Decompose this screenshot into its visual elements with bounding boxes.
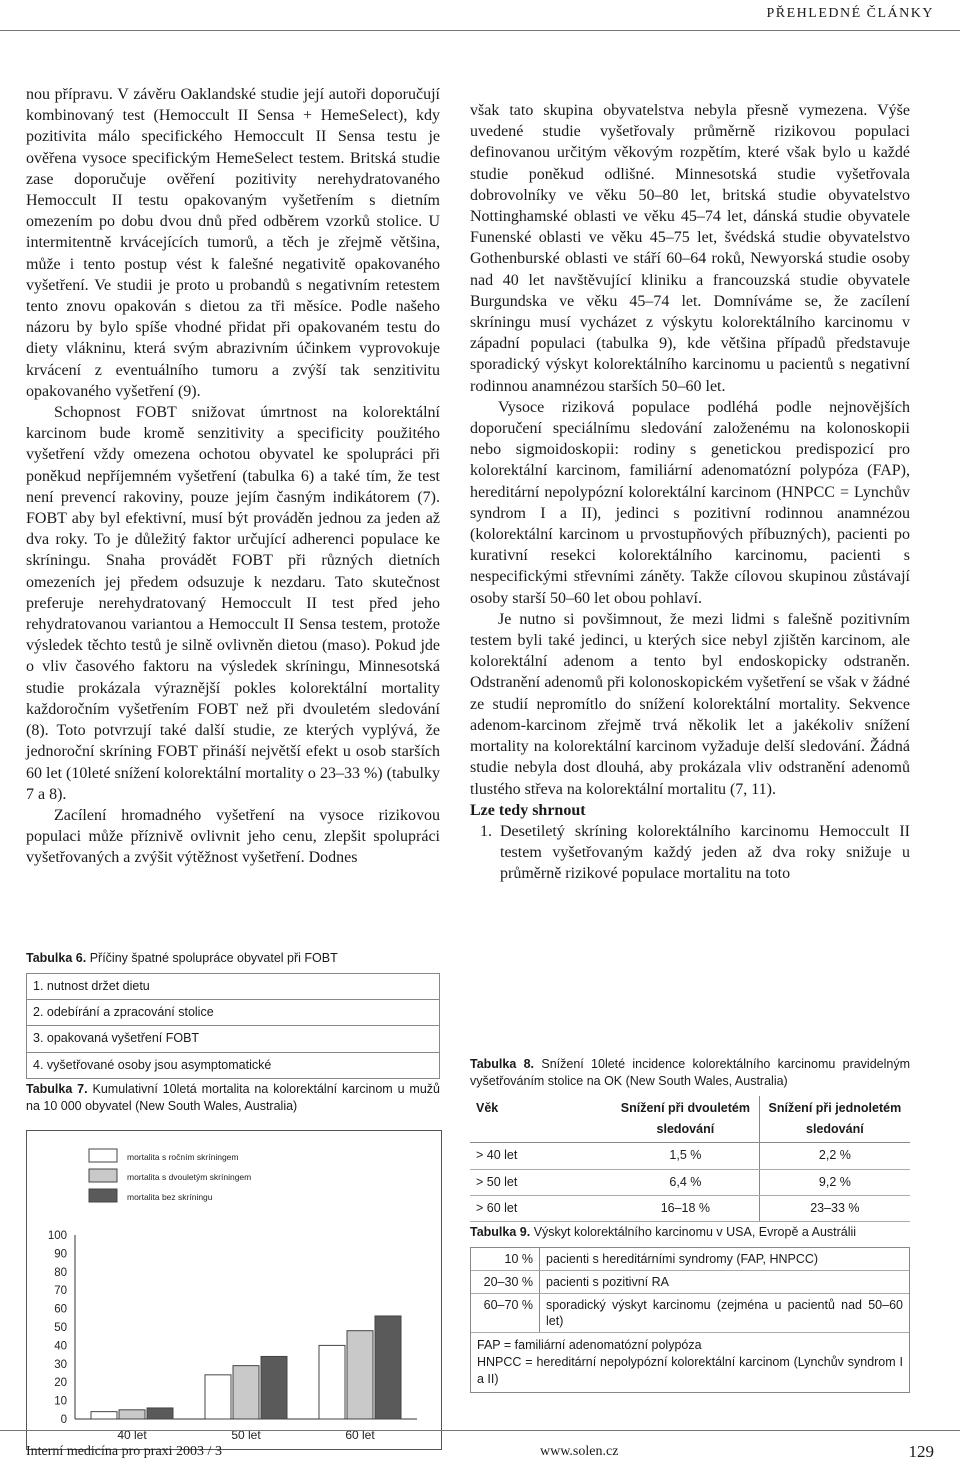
footnote-line: FAP = familiární adenomatózní polypóza [477,1338,702,1352]
left-column [26,84,440,1442]
table-cell: 2. odebírání a zpracování stolice [27,1000,440,1026]
table-row [470,1143,910,1169]
table-6 [26,950,440,1079]
table-row [27,1026,440,1052]
table-8-grid [470,1096,910,1222]
chart-bar [205,1375,231,1419]
y-tick-label: 40 [54,1340,67,1353]
y-tick-label: 100 [47,1230,67,1242]
chart-bar [91,1412,117,1419]
y-tick-label: 30 [54,1358,67,1371]
table-8-caption [470,1056,910,1090]
chart-svg [27,1131,441,1449]
column-header: Snížení při dvouletém sledování [612,1096,759,1143]
column-header: Věk [470,1096,612,1143]
header-rule [0,30,960,31]
y-tick-label: 50 [54,1322,67,1334]
page-number: 129 [908,1442,934,1461]
legend-label: mortalita s dvouletým skríningem [127,1172,252,1182]
paragraph: Vysoce riziková populace podléhá podle nejnovějších doporučení speciálnímu sledování založenému na kolonoskopii nebo sigmoidoskopii: rodiny s genetickou predispozicí pro kolorektální karcinom, familiární adenomatózní polypóza (FAP), hereditární nepolypózní kolorektální karcinom (HNPCC = Lynchův syndrom I a II), jedinci s pozitivní rodinnou anamnézou (kolorektální karcinom u prvostupňových příbuzných), pacienti po kurativní resekci kolorektálního karcinomu, pacienti s nespecifickými střevními záněty. Takže cílovou skupinou zůstávají osoby starší 50–60 let obou pohlaví. [470,398,910,607]
table-title: Kumulativní 10letá mortalita na kolorektální karcinom u mužů na 10 000 obyvatel (New South Wales, Australia) [26,1082,440,1113]
table-title: Příčiny špatné spolupráce obyvatel při FOBT [89,951,338,965]
table-cell: 16–18 % [612,1195,759,1221]
table-cell: 10 % [471,1248,540,1271]
paragraph: Schopnost FOBT snižovat úmrtnost na kolorektální karcinom bude kromě senzitivity a specificity použitého vyšetření vždy omezena ochotou obyvatel ke spolupráci při poněkud nepříjemném vyšetření (tabulka 6) a také tím, že test není prevencí rakoviny, pouze jejím časným indikátorem (7). FOBT aby byl efektivní, musí být prováděn jednou za jeden až dva roky. To je důležitý faktor určující adherenci populace ke skríningu. Snaha provádět FOBT při různých dietních omezeních jej předem odsuzuje k nezdaru. Tato skutečnost preferuje nerehydratovaný Hemoccult II test před jeho rehydratovanou variantou a Hemoccult II Sensa testem, protože výsledek těchto testů je silně ovlivněn dietou (maso). Pokud jde o vliv časového faktoru na výsledek skríningu, Minnesotská studie prokázala výraznější pokles kolorektální mortality každoročním vyšetřením FOBT než při dvouletém sledování (8). Toto potvrzují také další studie, ze kterých vyplývá, že jednoroční skríning FOBT přináší největší efekt u osob starších 60 let (10leté snížení kolorektální mortality o 23–33 %) (tabulky 7 a 8). [26,404,440,803]
table-footnote [471,1333,909,1392]
table-cell: > 60 let [470,1195,612,1221]
table-cell: pacienti s pozitivní RA [540,1271,910,1294]
table-header-row [470,1096,910,1143]
mortality-chart [26,1130,442,1450]
x-tick-label: 50 let [231,1428,261,1442]
section-header: PŘEHLEDNÉ ČLÁNKY [766,6,934,21]
table-title: Výskyt kolorektálního karcinomu v USA, Evropě a Austrálii [533,1225,857,1239]
table-row [27,1052,440,1078]
table-9-caption [470,1224,910,1241]
paragraph: Je nutno si povšimnout, že mezi lidmi s falešně pozitivním testem byli také jedinci, u kterých sice nebyl zjištěn karcinom, ale kolorektální adenom a tento byl endoskopicky odstraněn. Odstranění adenomů při kolonoskopickém vyšetření se však v žádné ze studií nepromítlo do snížení kolorektální mortality. Sekvence adenom-karcinom zřejmě trvá několik let a jakékoliv snížení mortality na kolorektální karcinom vyžaduje delší sledování. Žádná studie nebyla dost dlouhá, aby prokázala vliv odstranění adenomů tlustého střeva na kolorektální mortalitu (7, 11). [470,610,910,798]
table-cell: 60–70 % [471,1294,540,1333]
paragraph: Zacílení hromadného vyšetření na vysoce rizikovou populaci může příznivě ovlivnit jeho cenu, zlepšit spolupráci vyšetřovaných a zvýšit výtěžnost vyšetření. Dodnes [26,806,440,867]
table-label: Tabulka 8. [470,1057,535,1071]
table-row [27,974,440,1000]
chart-bar [119,1410,145,1419]
table-label: Tabulka 6. [26,951,87,965]
right-column [470,100,910,1386]
legend-swatch [89,1149,117,1162]
table-cell: 9,2 % [759,1169,910,1195]
table-cell: 6,4 % [612,1169,759,1195]
table-cell: pacienti s hereditárními syndromy (FAP, HNPCC) [540,1248,910,1271]
table-row [27,1000,440,1026]
y-tick-label: 80 [54,1266,67,1279]
table-9-grid [470,1247,910,1393]
table-cell: 3. opakovaná vyšetření FOBT [27,1026,440,1052]
legend-label: mortalita bez skríningu [127,1192,213,1202]
table-6-grid [26,973,440,1079]
chart-bar [347,1331,373,1419]
website-link[interactable]: www.solen.cz [540,1444,619,1459]
journal-name: Interní medicína pro praxi 2003 / 3 [26,1444,222,1459]
table-cell: 2,2 % [759,1143,910,1169]
chart-bar [233,1366,259,1419]
y-tick-label: 0 [60,1414,67,1426]
table-cell: 23–33 % [759,1195,910,1221]
section-heading: Lze tedy shrnout [470,801,586,819]
conclusion-list [470,821,910,885]
footer-rule [0,1430,960,1431]
chart-bar [261,1356,287,1419]
x-tick-label: 60 let [345,1428,375,1442]
table-row [471,1248,909,1271]
table-row [470,1195,910,1221]
x-tick-label: 40 let [117,1428,147,1442]
table-cell: sporadický výskyt karcinomu (zejména u pacientů nad 50–60 let) [540,1294,910,1333]
y-tick-label: 70 [54,1285,67,1298]
table-6-caption [26,950,440,967]
table-row [471,1271,909,1294]
chart-bar [375,1316,401,1419]
chart-bar [319,1345,345,1419]
legend-swatch [89,1169,117,1182]
table-cell: > 40 let [470,1143,612,1169]
table-row [470,1169,910,1195]
legend-label: mortalita s ročním skríningem [127,1152,239,1162]
table-cell: > 50 let [470,1169,612,1195]
y-tick-label: 90 [54,1248,67,1261]
table-row [471,1294,909,1333]
table-8 [470,1056,910,1222]
paragraph: nou přípravu. V závěru Oaklandské studie její autoři doporučují kombinovaný test (Hemoccult II Sensa + HemeSelect), kdy pozitivita málo specifického Hemoccult II Sensa testu je ověřena vysoce specifickým HemeSelect testem. Britská studie zase doporučuje ověření pozitivity nerehydratovaného Hemoccult II testu opakovaným vyšetřením s dietním omezením po dobu dvou dnů před odběrem vzorků stolice. U intermitentně krvácejících tumorů, a těch je zřejmě většina, může i tento postup vést k falešné negativitě opakovaného vyšetření. Ve studii je proto u probandů s negativním retestem tento znovu opakován s dietou za tři měsíce. Podle našeho názoru by bylo spíše vhodné přidat při opakovaném testu do diety vlákninu, která svým abrazivním účinkem vyprovokuje krvácení z eventuálního tumoru a zvýší tak senzitivitu opakovaného vyšetření (9). [26,86,440,400]
table-cell: 1. nutnost držet dietu [27,974,440,1000]
column-header: Snížení při jednoletém sledování [759,1096,910,1143]
table-7-caption [26,1081,440,1115]
chart-bar [147,1408,173,1419]
table-9 [470,1224,910,1393]
y-tick-label: 10 [54,1395,67,1408]
table-label: Tabulka 7. [26,1082,88,1096]
table-title: Snížení 10leté incidence kolorektálního karcinomu pravidelným vyšetřováním stolice na OK (New South Wales, Australia) [470,1057,910,1088]
legend-swatch [89,1189,117,1202]
list-item: 1. Desetiletý skríning kolorektálního karcinomu Hemoccult II testem vyšetřovaným každý jeden až dva roky snižuje u průměrně rizikové populace mortalitu na toto [496,821,910,885]
table-label: Tabulka 9. [470,1225,531,1239]
table-cell: 20–30 % [471,1271,540,1294]
table-cell: 1,5 % [612,1143,759,1169]
table-cell: 4. vyšetřované osoby jsou asymptomatické [27,1052,440,1078]
y-tick-label: 60 [54,1303,67,1316]
y-tick-label: 20 [54,1377,67,1390]
paragraph: však tato skupina obyvatelstva nebyla přesně vymezena. Výše uvedené studie vyšetřovaly průměrně rizikovou populaci definovanou určitým věkovým rozpětím, které však bylo u každé studie poněkud odlišné. Minnesotská studie vyšetřovala dobrovolníky ve věku 50–80 let, britská studie obyvatelstvo Nottinghamské oblasti ve věku 45–74 let, dánská studie obyvatele Funenské oblasti ve věku 45–75 let, švédská studie obyvatelstvo Gothenburské oblasti ve stáří 60–64 roků, Newyorská studie osoby nad 40 let navštěvující kliniku a francouzská studie obyvatele Burgundska ve věku 45–74 let. Domníváme se, že zacílení skríningu musí vycházet z výskytu kolorektálního karcinomu v západní populaci (tabulka 9), kde většina případů představuje sporadický výskyt kolorektálního karcinomu u pacientů s negativní rodinnou anamnézou starších 50–60 let. [470,102,910,395]
footnote-line: HNPCC = hereditární nepolypózní kolorektální karcinom (Lynchův syndrom I a II) [477,1355,903,1386]
